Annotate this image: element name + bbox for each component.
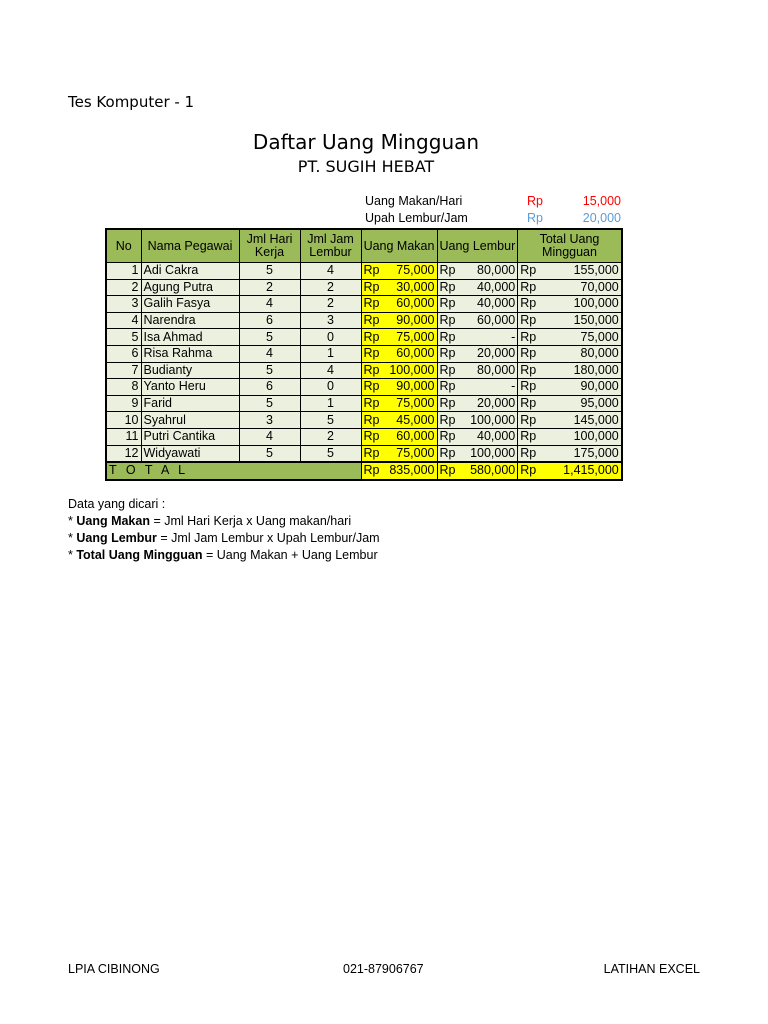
cell-work-days[interactable]: 5 xyxy=(239,445,300,462)
cell-meal-pay[interactable]: Rp 75,000 xyxy=(361,395,437,412)
meal-rate-label: Uang Makan/Hari xyxy=(365,194,463,208)
cell-employee-name[interactable]: Farid xyxy=(141,395,239,412)
cell-no[interactable]: 4 xyxy=(106,312,141,329)
cell-overtime-hours[interactable]: 2 xyxy=(300,428,361,445)
cell-employee-name[interactable]: Yanto Heru xyxy=(141,379,239,396)
company-name: PT. SUGIH HEBAT xyxy=(297,157,435,176)
footer-phone: 021-87906767 xyxy=(343,962,424,976)
cell-total-weekly[interactable]: Rp 75,000 xyxy=(518,329,622,346)
cell-no[interactable]: 5 xyxy=(106,329,141,346)
header-meal-pay[interactable]: Uang Makan xyxy=(361,229,437,263)
cell-employee-name[interactable]: Galih Fasya xyxy=(141,296,239,313)
cell-meal-pay[interactable]: Rp 45,000 xyxy=(361,412,437,429)
cell-overtime-pay[interactable]: Rp 40,000 xyxy=(437,428,518,445)
cell-meal-pay[interactable]: Rp 60,000 xyxy=(361,428,437,445)
table-row xyxy=(106,379,622,396)
cell-overtime-hours[interactable]: 0 xyxy=(300,379,361,396)
cell-overtime-hours[interactable]: 3 xyxy=(300,312,361,329)
cell-overtime-pay[interactable]: Rp 40,000 xyxy=(437,279,518,296)
table-row xyxy=(106,445,622,462)
cell-employee-name[interactable]: Budianty xyxy=(141,362,239,379)
instructions-intro: Data yang dicari : xyxy=(68,497,166,511)
header-overtime-pay[interactable]: Uang Lembur xyxy=(437,229,518,263)
cell-no[interactable]: 11 xyxy=(106,428,141,445)
cell-employee-name[interactable]: Adi Cakra xyxy=(141,263,239,280)
cell-work-days[interactable]: 3 xyxy=(239,412,300,429)
cell-meal-pay[interactable]: Rp 75,000 xyxy=(361,263,437,280)
header-name[interactable]: Nama Pegawai xyxy=(141,229,239,263)
cell-overtime-pay[interactable]: Rp 40,000 xyxy=(437,296,518,313)
instructions xyxy=(68,496,380,564)
cell-overtime-pay[interactable]: Rp - xyxy=(437,329,518,346)
header-overtime-hours[interactable]: Jml Jam Lembur xyxy=(300,229,361,263)
cell-total-weekly[interactable]: Rp 70,000 xyxy=(518,279,622,296)
cell-meal-pay[interactable]: Rp 90,000 xyxy=(361,379,437,396)
cell-employee-name[interactable]: Agung Putra xyxy=(141,279,239,296)
meal-rate-currency: Rp xyxy=(527,194,543,208)
cell-overtime-pay[interactable]: Rp 20,000 xyxy=(437,395,518,412)
cell-overtime-hours[interactable]: 0 xyxy=(300,329,361,346)
cell-employee-name[interactable]: Syahrul xyxy=(141,412,239,429)
instruction-total: * Total Uang Mingguan = Uang Makan + Uang Lembur xyxy=(68,548,378,562)
cell-overtime-hours[interactable]: 4 xyxy=(300,263,361,280)
overtime-rate-currency: Rp xyxy=(527,211,543,225)
overtime-rate-row xyxy=(365,211,627,228)
table-header-row xyxy=(106,229,622,263)
cell-work-days[interactable]: 2 xyxy=(239,279,300,296)
cell-overtime-hours[interactable]: 5 xyxy=(300,445,361,462)
cell-meal-pay[interactable]: Rp 90,000 xyxy=(361,312,437,329)
cell-total-weekly[interactable]: Rp 100,000 xyxy=(518,296,622,313)
cell-meal-pay[interactable]: Rp 60,000 xyxy=(361,345,437,362)
cell-no[interactable]: 10 xyxy=(106,412,141,429)
cell-overtime-pay[interactable]: Rp - xyxy=(437,379,518,396)
table-row xyxy=(106,395,622,412)
cell-total-weekly[interactable]: Rp 145,000 xyxy=(518,412,622,429)
cell-meal-pay[interactable]: Rp 30,000 xyxy=(361,279,437,296)
meal-rate-value[interactable]: 15,000 xyxy=(582,194,621,208)
cell-no[interactable]: 12 xyxy=(106,445,141,462)
cell-overtime-pay[interactable]: Rp 100,000 xyxy=(437,412,518,429)
cell-overtime-hours[interactable]: 2 xyxy=(300,296,361,313)
cell-total-weekly[interactable]: Rp 150,000 xyxy=(518,312,622,329)
cell-meal-pay[interactable]: Rp 75,000 xyxy=(361,329,437,346)
cell-work-days[interactable]: 5 xyxy=(239,362,300,379)
cell-employee-name[interactable]: Widyawati xyxy=(141,445,239,462)
grand-total[interactable]: Rp 1,415,000 xyxy=(518,462,622,480)
cell-employee-name[interactable]: Putri Cantika xyxy=(141,428,239,445)
overtime-rate-value[interactable]: 20,000 xyxy=(582,211,621,225)
table-row xyxy=(106,279,622,296)
total-overtime-pay[interactable]: Rp 580,000 xyxy=(437,462,518,480)
table-row xyxy=(106,345,622,362)
cell-overtime-pay[interactable]: Rp 100,000 xyxy=(437,445,518,462)
cell-overtime-pay[interactable]: Rp 20,000 xyxy=(437,345,518,362)
total-label[interactable]: T O T A L xyxy=(106,462,361,480)
instruction-meal: * Uang Makan = Jml Hari Kerja x Uang makan/hari xyxy=(68,514,352,528)
table-row xyxy=(106,362,622,379)
cell-work-days[interactable]: 4 xyxy=(239,428,300,445)
cell-work-days[interactable]: 5 xyxy=(239,263,300,280)
table-row xyxy=(106,428,622,445)
cell-total-weekly[interactable]: Rp 175,000 xyxy=(518,445,622,462)
page-heading: Tes Komputer - 1 xyxy=(68,93,195,111)
cell-work-days[interactable]: 6 xyxy=(239,379,300,396)
cell-total-weekly[interactable]: Rp 100,000 xyxy=(518,428,622,445)
cell-no[interactable]: 7 xyxy=(106,362,141,379)
cell-no[interactable]: 3 xyxy=(106,296,141,313)
cell-overtime-hours[interactable]: 5 xyxy=(300,412,361,429)
weekly-pay-table xyxy=(105,228,623,481)
cell-overtime-hours[interactable]: 1 xyxy=(300,345,361,362)
cell-no[interactable]: 1 xyxy=(106,263,141,280)
cell-no[interactable]: 8 xyxy=(106,379,141,396)
total-meal-pay[interactable]: Rp 835,000 xyxy=(361,462,437,480)
cell-meal-pay[interactable]: Rp 100,000 xyxy=(361,362,437,379)
table-row xyxy=(106,263,622,280)
cell-no[interactable]: 2 xyxy=(106,279,141,296)
table-row xyxy=(106,329,622,346)
cell-work-days[interactable]: 5 xyxy=(239,329,300,346)
cell-work-days[interactable]: 6 xyxy=(239,312,300,329)
cell-overtime-hours[interactable]: 4 xyxy=(300,362,361,379)
table-row xyxy=(106,296,622,313)
cell-work-days[interactable]: 5 xyxy=(239,395,300,412)
cell-meal-pay[interactable]: Rp 60,000 xyxy=(361,296,437,313)
cell-work-days[interactable]: 4 xyxy=(239,345,300,362)
header-total-weekly[interactable]: Total Uang Mingguan xyxy=(518,229,622,263)
header-work-days[interactable]: Jml Hari Kerja xyxy=(239,229,300,263)
total-row xyxy=(106,462,622,480)
footer-institution: LPIA CIBINONG xyxy=(68,962,160,976)
cell-work-days[interactable]: 4 xyxy=(239,296,300,313)
cell-total-weekly[interactable]: Rp 155,000 xyxy=(518,263,622,280)
cell-no[interactable]: 6 xyxy=(106,345,141,362)
cell-employee-name[interactable]: Narendra xyxy=(141,312,239,329)
cell-total-weekly[interactable]: Rp 80,000 xyxy=(518,345,622,362)
cell-overtime-hours[interactable]: 2 xyxy=(300,279,361,296)
cell-total-weekly[interactable]: Rp 180,000 xyxy=(518,362,622,379)
meal-rate-row xyxy=(365,194,627,211)
overtime-rate-label: Upah Lembur/Jam xyxy=(365,211,468,225)
cell-total-weekly[interactable]: Rp 90,000 xyxy=(518,379,622,396)
document-title: Daftar Uang Mingguan xyxy=(252,130,480,154)
cell-total-weekly[interactable]: Rp 95,000 xyxy=(518,395,622,412)
instruction-overtime: * Uang Lembur = Jml Jam Lembur x Upah Lembur/Jam xyxy=(68,531,380,545)
footer-label: LATIHAN EXCEL xyxy=(603,962,700,976)
cell-overtime-pay[interactable]: Rp 80,000 xyxy=(437,362,518,379)
cell-employee-name[interactable]: Isa Ahmad xyxy=(141,329,239,346)
cell-overtime-pay[interactable]: Rp 80,000 xyxy=(437,263,518,280)
cell-meal-pay[interactable]: Rp 75,000 xyxy=(361,445,437,462)
table-row xyxy=(106,412,622,429)
cell-employee-name[interactable]: Risa Rahma xyxy=(141,345,239,362)
table-row xyxy=(106,312,622,329)
header-no[interactable]: No xyxy=(106,229,141,263)
cell-no[interactable]: 9 xyxy=(106,395,141,412)
cell-overtime-pay[interactable]: Rp 60,000 xyxy=(437,312,518,329)
cell-overtime-hours[interactable]: 1 xyxy=(300,395,361,412)
